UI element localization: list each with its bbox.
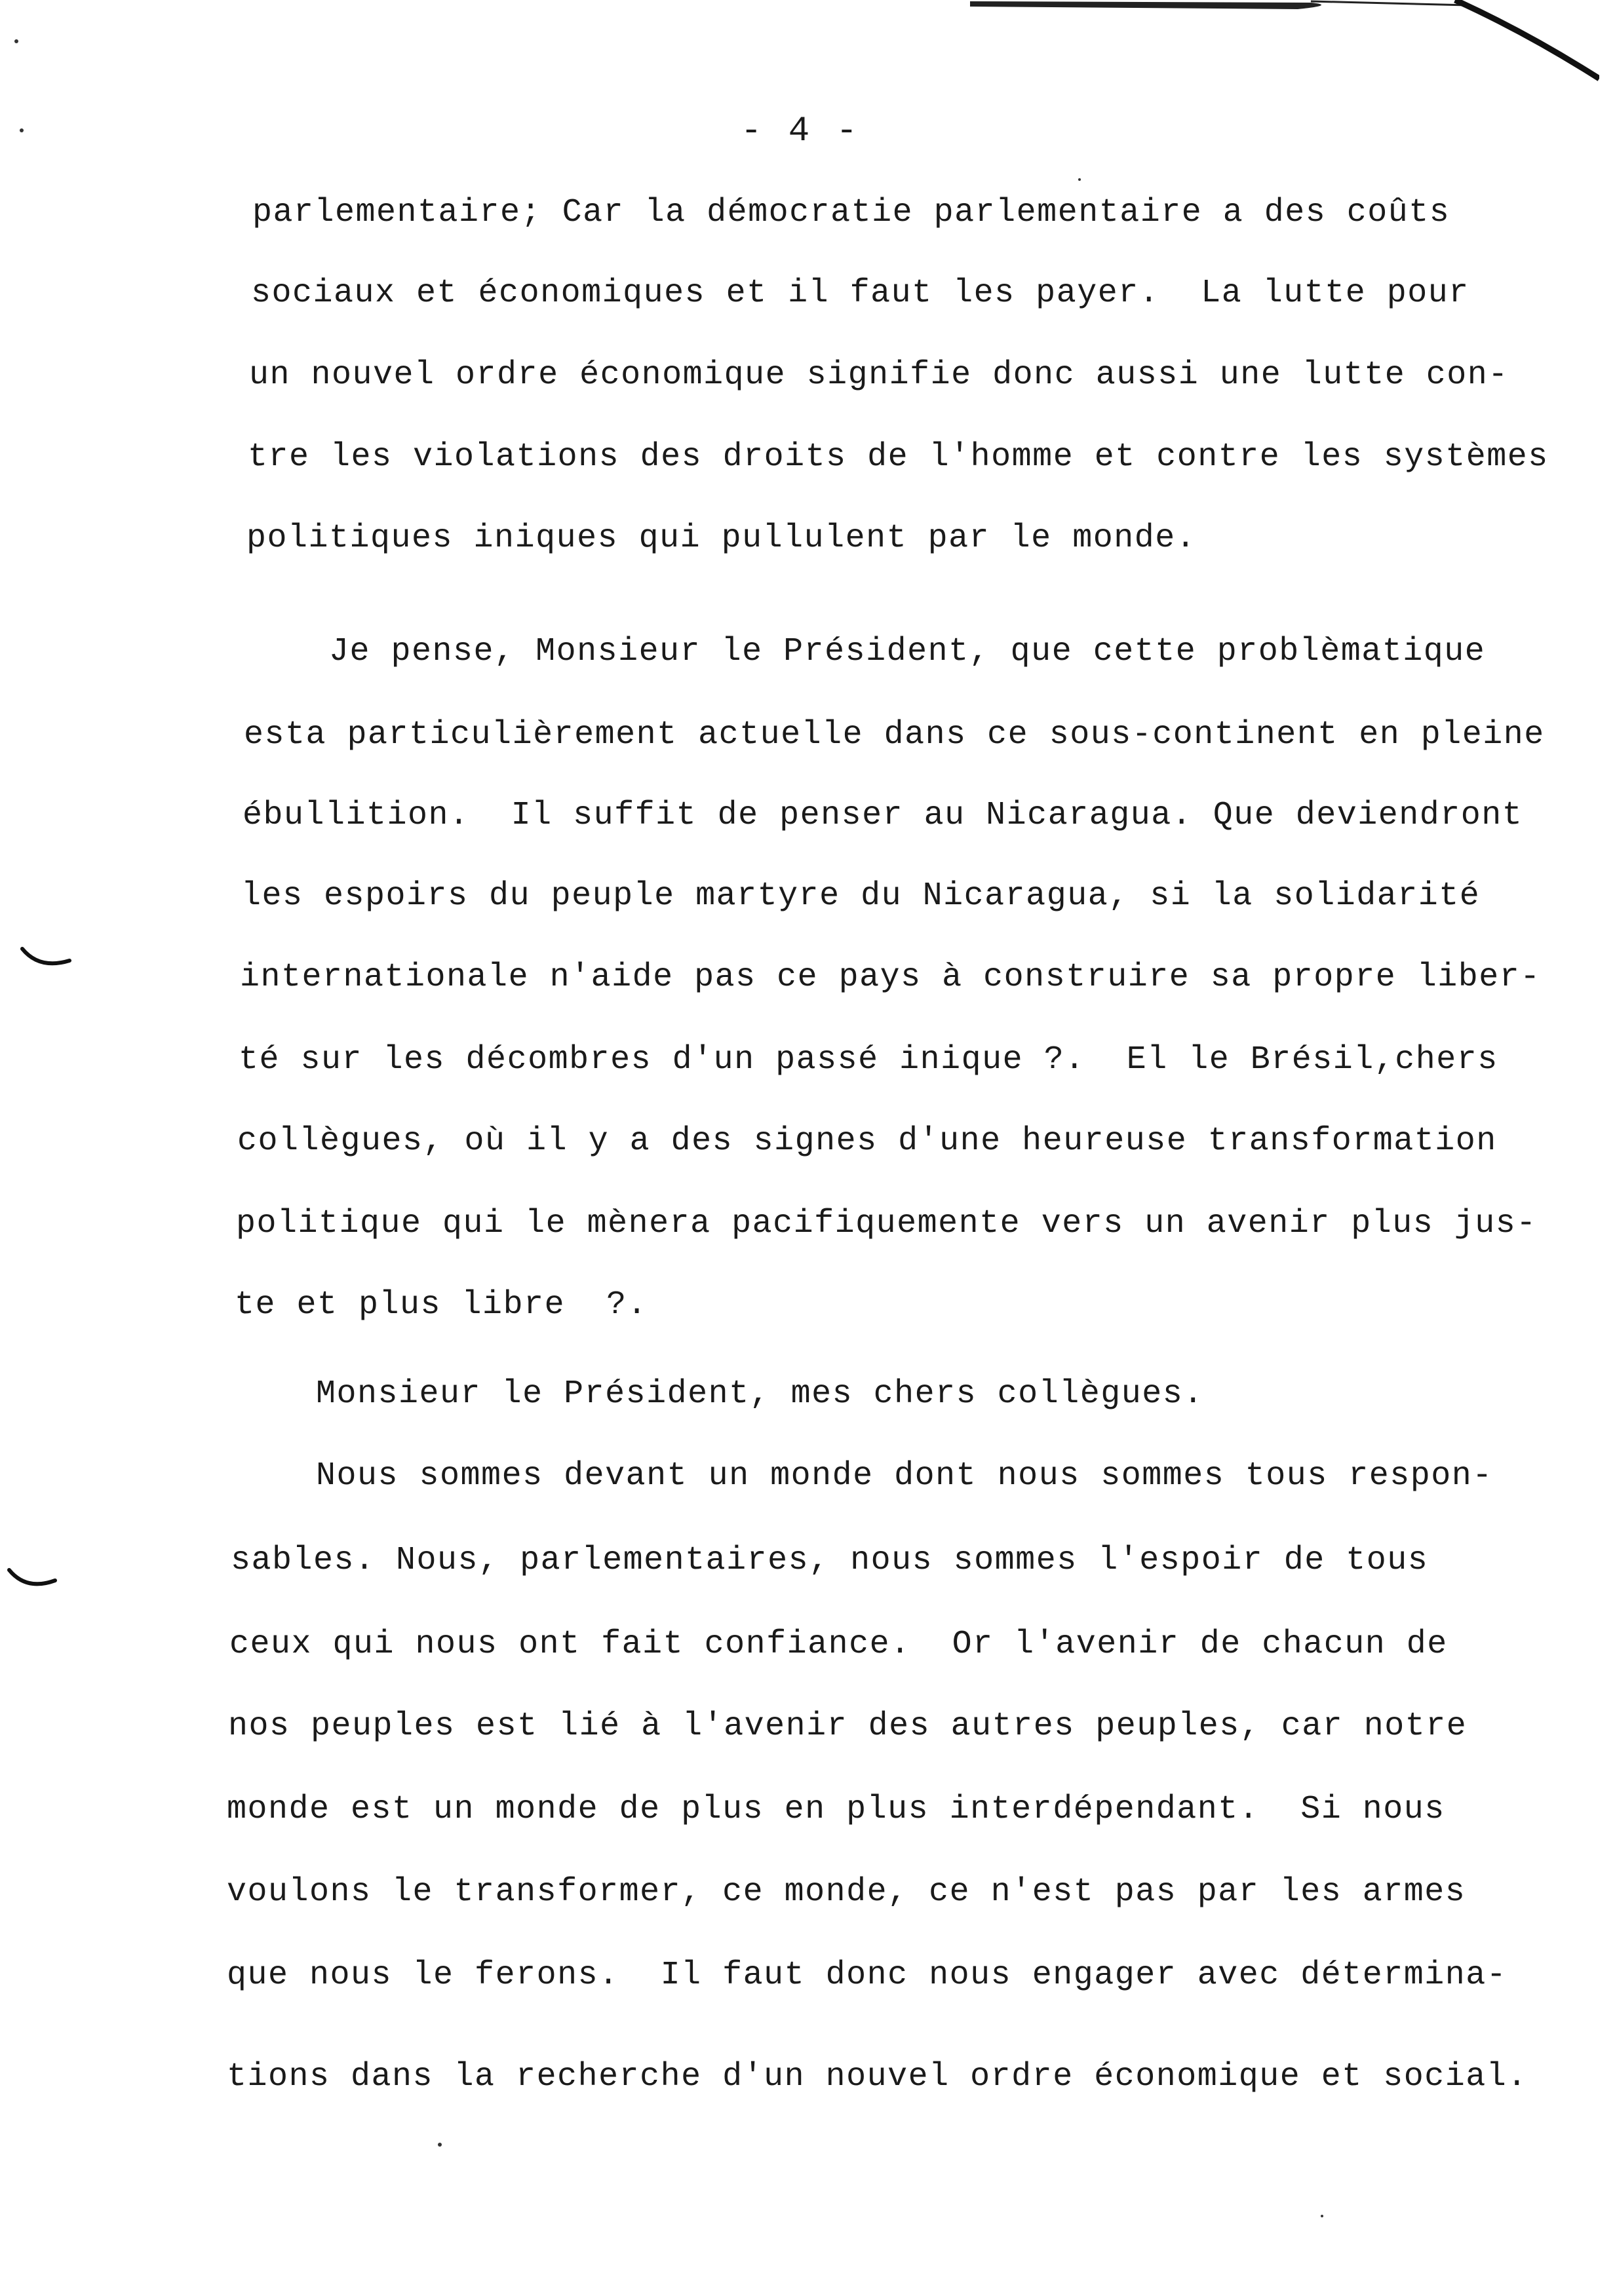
text-line: voulons le transformer, ce monde, ce n'est pas par les armes bbox=[227, 1873, 1466, 1911]
text-line: tions dans la recherche d'un nouvel ordre économique et social. bbox=[227, 2058, 1528, 2095]
text-line: nos peuples est lié à l'avenir des autres peuples, car notre bbox=[228, 1708, 1468, 1745]
text-line: politique qui le mènera pacifiquemente vers un avenir plus jus- bbox=[236, 1205, 1537, 1242]
text-line: monde est un monde de plus en plus interdépendant. Si nous bbox=[227, 1791, 1445, 1828]
text-line: que nous le ferons. Il faut donc nous engager avec détermina- bbox=[227, 1957, 1508, 1994]
scan-speck bbox=[14, 39, 18, 43]
text-line: un nouvel ordre économique signifie donc aussi une lutte con- bbox=[249, 356, 1509, 394]
text-line: ceux qui nous ont fait confiance. Or l'avenir de chacun de bbox=[229, 1626, 1448, 1663]
text-line: ébullition. Il suffit de penser au Nicaragua. Que deviendront bbox=[243, 797, 1523, 834]
punch-hole-mark-lower bbox=[7, 1566, 59, 1599]
text-line: collègues, où il y a des signes d'une heureuse transformation bbox=[237, 1122, 1497, 1160]
text-line: sables. Nous, parlementaires, nous sommes l'espoir de tous bbox=[231, 1542, 1429, 1579]
scan-speck bbox=[1321, 2215, 1323, 2217]
text-line: esta particulièrement actuelle dans ce sous-continent en pleine bbox=[244, 716, 1545, 754]
text-line: Nous sommes devant un monde dont nous sommes tous respon- bbox=[233, 1457, 1493, 1495]
text-line: tre les violations des droits de l'homme et contre les systèmes bbox=[248, 438, 1549, 476]
text-line: Je pense, Monsieur le Président, que cette problèmatique bbox=[246, 633, 1486, 670]
text-line: les espoirs du peuple martyre du Nicaragua, si la solidarité bbox=[241, 877, 1481, 915]
text-line: te et plus libre ?. bbox=[235, 1286, 648, 1324]
scan-speck bbox=[1078, 178, 1081, 181]
scan-speck bbox=[20, 128, 24, 132]
text-line: sociaux et économiques et il faut les payer. La lutte pour bbox=[251, 275, 1469, 312]
text-line: té sur les décombres d'un passé inique ?. El le Brésil,chers bbox=[239, 1041, 1498, 1079]
text-line: politiques iniques qui pullulent par le monde. bbox=[246, 520, 1197, 557]
page-number: - 4 - bbox=[741, 111, 861, 151]
punch-hole-mark-upper bbox=[20, 944, 72, 976]
text-line: internationale n'aide pas ce pays à construire sa propre liber- bbox=[240, 959, 1541, 996]
scan-speck bbox=[438, 2143, 442, 2147]
text-line: Monsieur le Président, mes chers collègues. bbox=[233, 1375, 1204, 1413]
scan-streak-artifact bbox=[970, 0, 1599, 85]
text-line: parlementaire; Car la démocratie parlementaire a des coûts bbox=[252, 194, 1450, 231]
